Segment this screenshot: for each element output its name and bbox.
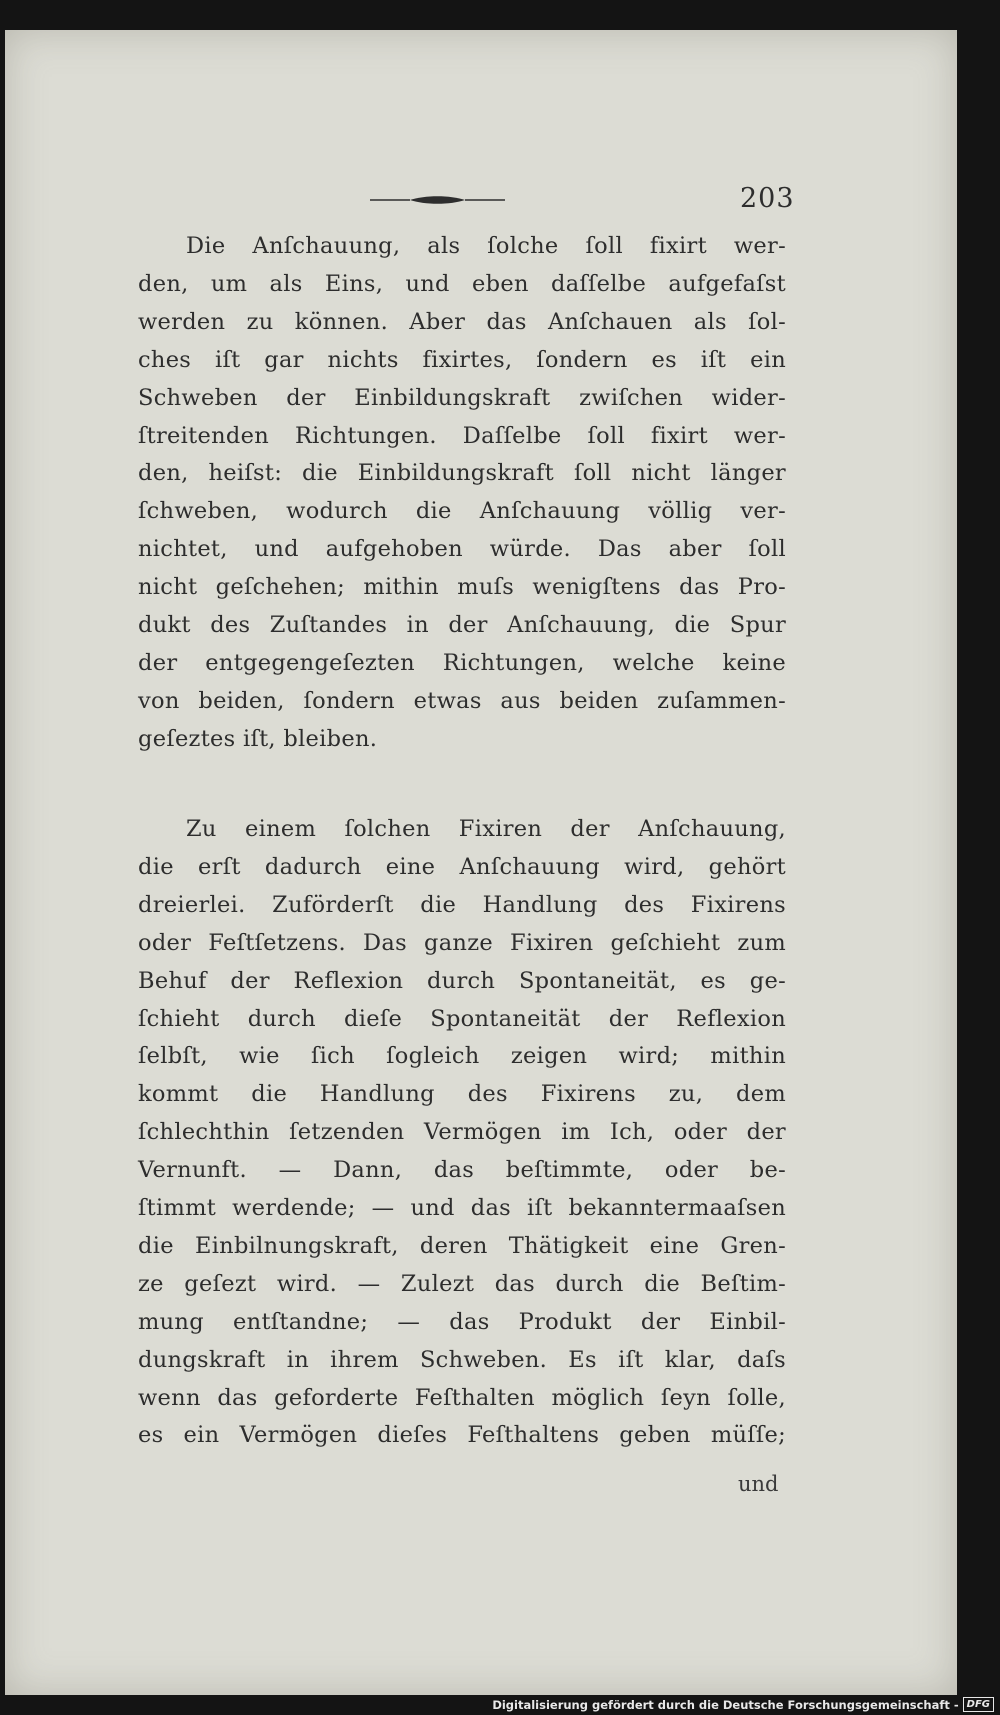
text-line: mung entſtandne; — das Produkt der Einbil- — [138, 1308, 786, 1335]
ornament-rule — [370, 194, 505, 206]
text-line: den, heiſst: die Einbildungskraft ſoll nicht länger — [138, 460, 786, 487]
text-line: ſtimmt werdende; — und das iſt bekanntermaaſsen — [138, 1195, 786, 1221]
text-line: es ein Vermögen dieſes Feſthaltens geben müſſe; — [138, 1422, 786, 1449]
text-line: ſchlechthin ſetzenden Vermögen im Ich, oder der — [138, 1119, 786, 1146]
digitization-credit — [492, 1697, 994, 1712]
text-line: von beiden, ſondern etwas aus beiden zuſammen- — [138, 687, 786, 714]
text-line: oder Feſtſetzens. Das ganze Fixiren geſchieht zum — [138, 929, 786, 956]
text-line: ze geſezt wird. — Zulezt das durch die Beſtim- — [138, 1270, 786, 1297]
text-line: die erſt dadurch eine Anſchauung wird, gehört — [138, 853, 786, 880]
text-line: ſtreitenden Richtungen. Daſſelbe ſoll fixirt wer- — [138, 422, 786, 449]
catchword: und — [738, 1472, 779, 1496]
text-line: der entgegengeſezten Richtungen, welche keine — [138, 649, 786, 676]
text-line: den, um als Eins, und eben daſſelbe aufgefaſst — [138, 270, 786, 297]
text-line: Vernunft. — Dann, das beſtimmte, oder be- — [138, 1157, 786, 1184]
text-line: werden zu können. Aber das Anſchauen als ſol- — [138, 308, 786, 335]
text-line: Die Anſchauung, als ſolche ſoll fixirt wer- — [186, 233, 786, 259]
text-line: Schweben der Einbildungskraft zwiſchen wider- — [138, 384, 786, 411]
text-line: geſeztes iſt, bleiben. — [138, 725, 378, 752]
text-line: dukt des Zuſtandes in der Anſchauung, die Spur — [138, 612, 786, 638]
text-line: Zu einem ſolchen Fixiren der Anſchauung, — [186, 816, 786, 842]
text-line: nichtet, und aufgehoben würde. Das aber ſoll — [138, 536, 786, 563]
book-page — [5, 30, 957, 1695]
text-line: ſchweben, wodurch die Anſchauung völlig ver- — [138, 498, 786, 525]
text-line: dungskraft in ihrem Schweben. Es iſt klar, daſs — [138, 1346, 786, 1373]
text-line: Behuf der Reflexion durch Spontaneität, es ge- — [138, 967, 786, 994]
page-number: 203 — [740, 183, 795, 214]
text-line: ſchieht durch dieſe Spontaneität der Reflexion — [138, 1005, 786, 1032]
credit-text: Digitalisierung gefördert durch die Deutsche Forschungsgemeinschaft - — [492, 1697, 959, 1712]
text-line: nicht geſchehen; mithin muſs wenigſtens das Pro- — [138, 574, 786, 601]
text-line: kommt die Handlung des Fixirens zu, dem — [138, 1081, 786, 1108]
text-line: wenn das geforderte Feſthalten möglich ſeyn ſolle, — [138, 1384, 786, 1411]
text-line: ſelbſt, wie ſich ſogleich zeigen wird; mithin — [138, 1043, 786, 1070]
text-line: die Einbilnungskraft, deren Thätigkeit eine Gren- — [138, 1232, 786, 1259]
dfg-logo: DFG — [963, 1697, 994, 1712]
text-line: dreierlei. Zuförderſt die Handlung des Fixirens — [138, 891, 786, 918]
text-line: ches iſt gar nichts fixirtes, ſondern es iſt ein — [138, 346, 786, 373]
